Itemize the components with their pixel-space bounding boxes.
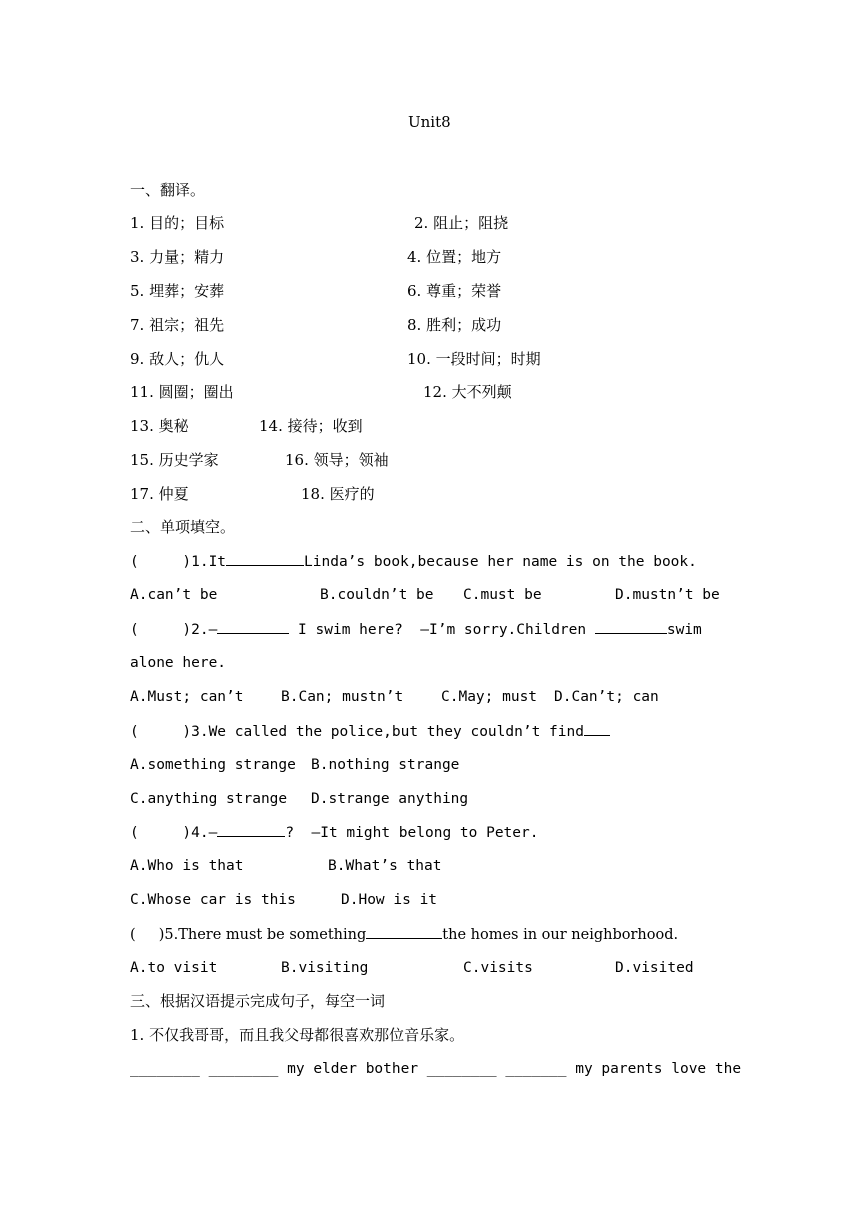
option-c: C.Whose car is this: [130, 892, 296, 908]
option-d: D.strange anything: [311, 791, 469, 807]
option-a: A.Must; can’t: [130, 689, 244, 705]
option-a: A.something strange: [130, 757, 296, 773]
section-heading: 三、根据汉语提示完成句子，每空一词: [130, 992, 386, 1010]
vocab-item: 10. 一段时间；时期: [407, 350, 541, 368]
vocab-item: 12. 大不列颠: [423, 383, 512, 401]
sentence-blank-line: ________ ________ my elder bother ________ _______ my parents love the: [130, 1061, 742, 1077]
vocab-item: 14. 接待；收到: [259, 417, 363, 435]
option-a: A.can’t be: [130, 587, 218, 603]
vocab-item: 15. 历史学家: [130, 451, 219, 469]
vocab-item: 11. 圆圈；圈出: [130, 383, 234, 401]
vocab-item: 17. 仲夏: [130, 485, 189, 503]
answer-blank[interactable]: [595, 619, 667, 634]
option-a: A.to visit: [130, 960, 218, 976]
vocab-item: 18. 医疗的: [301, 485, 375, 503]
vocab-item: 3. 力量；精力: [130, 248, 225, 266]
question-3: ( )3.We called the police,but they couldn’t find: [130, 721, 610, 742]
question-2: ( )2.— I swim here? —I’m sorry.Children swim: [130, 619, 702, 640]
option-c: C.must be: [463, 587, 542, 603]
question-4: ( )4.— ? —It might belong to Peter.: [130, 822, 538, 843]
option-d: D.Can’t; can: [554, 689, 659, 705]
option-c: C.May; must: [441, 689, 538, 705]
page-title: Unit8: [408, 113, 451, 131]
answer-blank[interactable]: [217, 822, 285, 837]
sentence-prompt: 1. 不仅我哥哥，而且我父母都很喜欢那位音乐家。: [130, 1026, 465, 1044]
question-5: ( )5.There must be something the homes in our neighborhood.: [130, 924, 678, 945]
vocab-item: 2. 阻止；阻挠: [414, 214, 509, 232]
option-d: D.mustn’t be: [615, 587, 720, 603]
vocab-item: 4. 位置；地方: [407, 248, 502, 266]
option-c: C.visits: [463, 960, 533, 976]
option-a: A.Who is that: [130, 858, 244, 874]
option-b: B.What’s that: [328, 858, 442, 874]
section-heading: 一、翻译。: [130, 181, 206, 199]
vocab-item: 13. 奥秘: [130, 417, 189, 435]
vocab-item: 6. 尊重；荣誉: [407, 282, 502, 300]
vocab-item: 16. 领导；领袖: [285, 451, 389, 469]
vocab-item: 5. 埋葬；安葬: [130, 282, 225, 300]
option-b: B.nothing strange: [311, 757, 460, 773]
vocab-item: 1. 目的；目标: [130, 214, 225, 232]
section-heading: 二、单项填空。: [130, 518, 236, 536]
option-b: B.couldn’t be: [320, 587, 434, 603]
option-b: B.Can; mustn’t: [281, 689, 404, 705]
question-2-continuation: alone here.: [130, 655, 227, 671]
answer-blank[interactable]: [217, 619, 289, 634]
option-d: D.visited: [615, 960, 694, 976]
vocab-item: 7. 祖宗；祖先: [130, 316, 225, 334]
answer-blank[interactable]: [366, 924, 442, 939]
question-1: ( )1.It Linda’s book,because her name is on the book.: [130, 551, 697, 572]
vocab-item: 9. 敌人；仇人: [130, 350, 225, 368]
option-d: D.How is it: [341, 892, 438, 908]
answer-blank[interactable]: [584, 721, 610, 736]
option-c: C.anything strange: [130, 791, 288, 807]
answer-blank[interactable]: [226, 551, 304, 566]
option-b: B.visiting: [281, 960, 369, 976]
vocab-item: 8. 胜利；成功: [407, 316, 502, 334]
